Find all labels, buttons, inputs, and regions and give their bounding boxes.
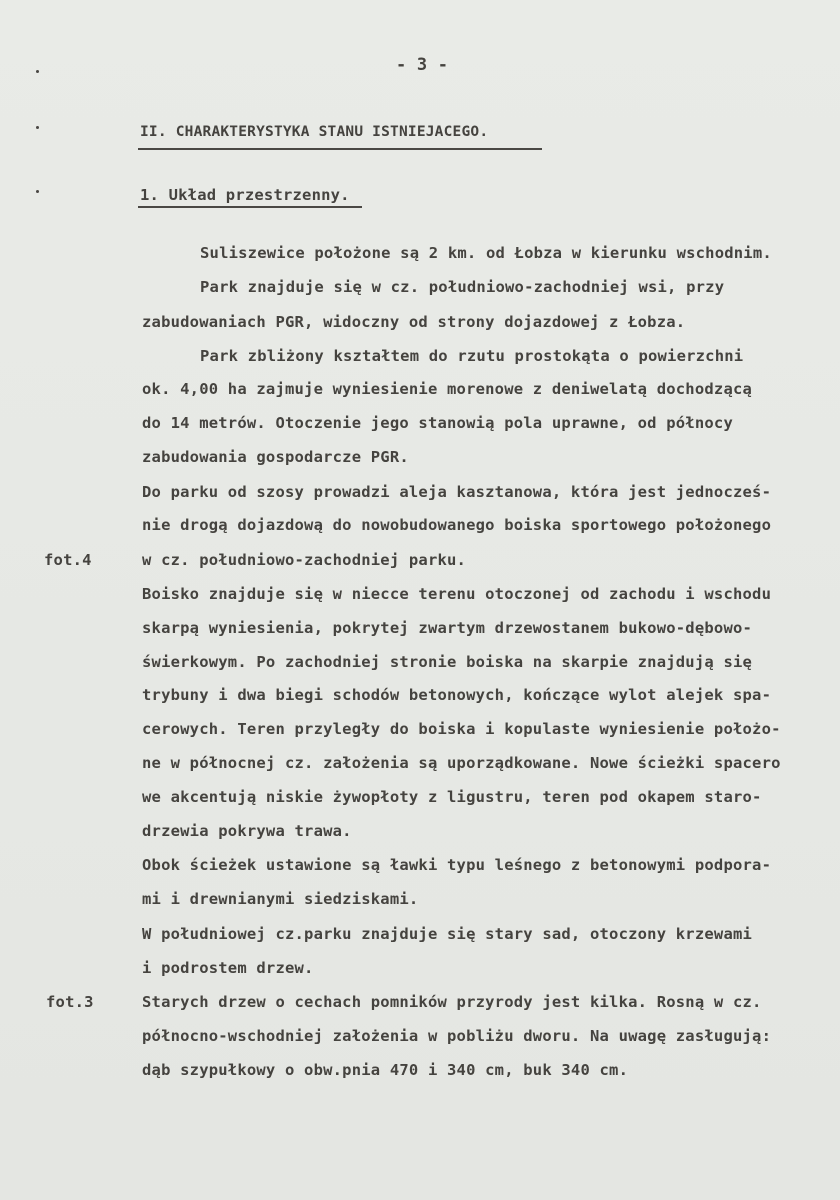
- text-line: świerkowym. Po zachodniej stronie boiska na skarpie znajdują się: [142, 653, 753, 671]
- text-line: zabudowaniach PGR, widoczny od strony dojazdowej z Łobza.: [142, 313, 686, 331]
- margin-note: fot.4: [44, 551, 92, 569]
- text-line: trybuny i dwa biegi schodów betonowych, kończące wylot alejek spa-: [142, 686, 772, 704]
- text-line: Park zbliżony kształtem do rzutu prostokąta o powierzchni: [200, 347, 744, 365]
- text-line: nie drogą dojazdową do nowobudowanego boiska sportowego położonego: [142, 516, 772, 534]
- punch-mark: [36, 190, 39, 193]
- subheading-underline: [138, 206, 362, 208]
- text-line: Boisko znajduje się w niecce terenu otoczonej od zachodu i wschodu: [142, 585, 772, 603]
- text-line: Park znajduje się w cz. południowo-zachodniej wsi, przy: [200, 278, 725, 296]
- text-line: Suliszewice położone są 2 km. od Łobza w kierunku wschodnim.: [200, 244, 772, 262]
- heading-underline: [138, 148, 542, 150]
- text-line: północno-wschodniej założenia w pobliżu dworu. Na uwagę zasługują:: [142, 1027, 772, 1045]
- text-line: w cz. południowo-zachodniej parku.: [142, 551, 467, 569]
- text-line: i podrostem drzew.: [142, 959, 314, 977]
- text-line: drzewia pokrywa trawa.: [142, 822, 352, 840]
- text-line: ne w północnej cz. założenia są uporządkowane. Nowe ścieżki spacero: [142, 754, 781, 772]
- text-line: we akcentują niskie żywopłoty z ligustru, teren pod okapem staro-: [142, 788, 762, 806]
- margin-note: fot.3: [46, 993, 94, 1011]
- text-line: do 14 metrów. Otoczenie jego stanowią pola uprawne, od północy: [142, 414, 733, 432]
- text-line: Do parku od szosy prowadzi aleja kasztanowa, która jest jednocześ-: [142, 483, 772, 501]
- text-line: zabudowania gospodarcze PGR.: [142, 448, 409, 466]
- subheading: 1. Układ przestrzenny.: [140, 186, 350, 204]
- text-line: Starych drzew o cechach pomników przyrody jest kilka. Rosną w cz.: [142, 993, 762, 1011]
- punch-mark: [36, 126, 39, 129]
- text-line: Obok ścieżek ustawione są ławki typu leśnego z betonowymi podpora-: [142, 856, 772, 874]
- text-line: mi i drewnianymi siedziskami.: [142, 890, 419, 908]
- punch-mark: [36, 70, 39, 73]
- text-line: skarpą wyniesienia, pokrytej zwartym drzewostanem bukowo-dębowo-: [142, 619, 753, 637]
- text-line: W południowej cz.parku znajduje się stary sad, otoczony krzewami: [142, 925, 753, 943]
- text-line: cerowych. Teren przyległy do boiska i kopulaste wyniesienie położo-: [142, 720, 781, 738]
- text-line: ok. 4,00 ha zajmuje wyniesienie morenowe z deniwelatą dochodzącą: [142, 380, 753, 398]
- section-heading: II. CHARAKTERYSTYKA STANU ISTNIEJACEGO.: [140, 124, 489, 140]
- text-line: dąb szypułkowy o obw.pnia 470 i 340 cm, buk 340 cm.: [142, 1061, 629, 1079]
- page-number: - 3 -: [396, 55, 449, 75]
